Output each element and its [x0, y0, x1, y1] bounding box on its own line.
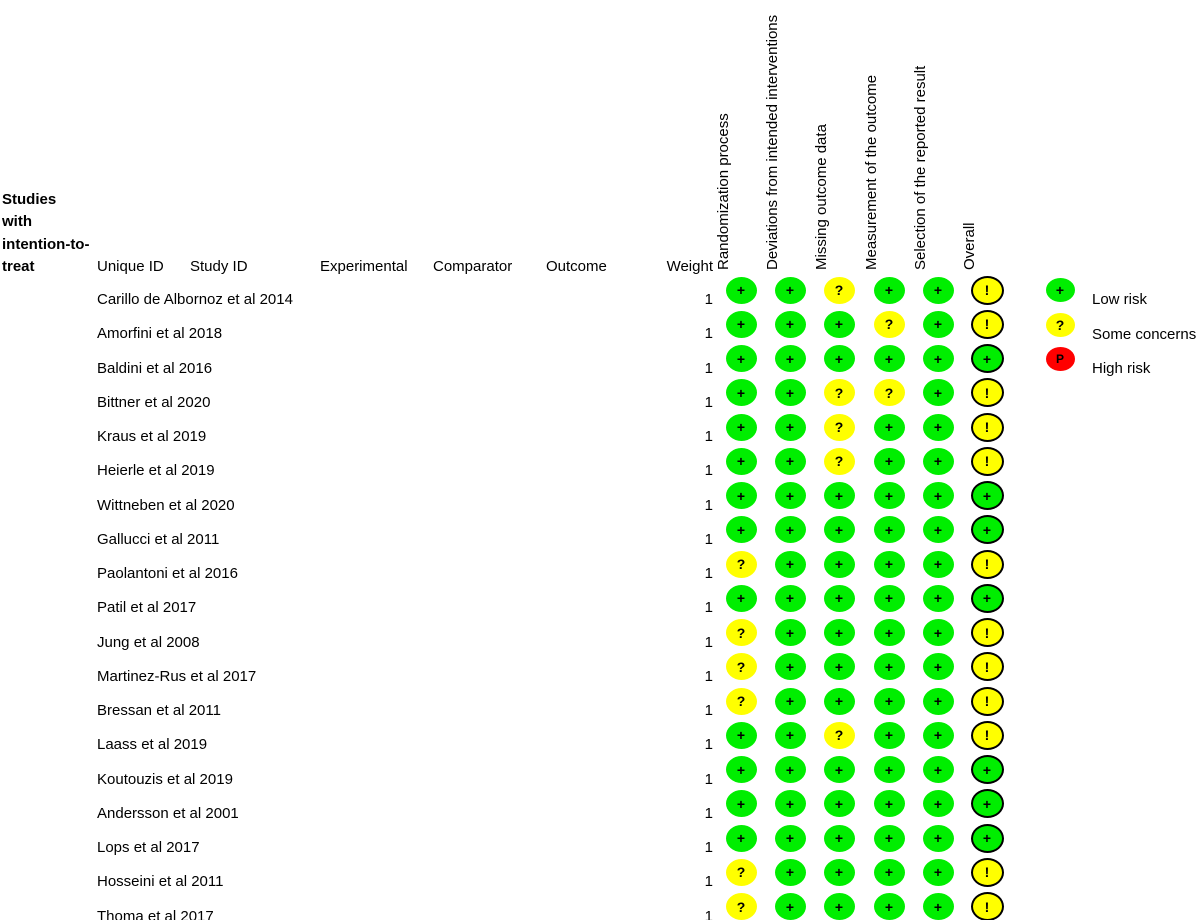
domain-judgment-dot: +: [874, 551, 905, 578]
overall-judgment-dot: +: [971, 481, 1004, 510]
domain-judgment-dot: +: [923, 448, 954, 475]
domain-header: Randomization process: [715, 113, 732, 270]
domain-judgment-dot: +: [874, 277, 905, 304]
overall-judgment-dot: +: [971, 824, 1004, 853]
domain-judgment-dot: +: [923, 825, 954, 852]
domain-judgment-dot: +: [923, 516, 954, 543]
overall-judgment-dot: !: [971, 550, 1004, 579]
domain-judgment-dot: +: [923, 345, 954, 372]
study-name: Lops et al 2017: [97, 839, 200, 856]
domain-judgment-dot: +: [824, 516, 855, 543]
overall-judgment-dot: !: [971, 652, 1004, 681]
study-name: Baldini et al 2016: [97, 359, 213, 377]
weight-value: 1: [704, 359, 713, 377]
domain-judgment-dot: +: [874, 653, 905, 680]
study-name: Laass et al 2019: [97, 736, 208, 754]
study-name: Martinez-Rus et al 2017: [97, 667, 257, 685]
domain-judgment-dot: +: [775, 619, 806, 646]
domain-header: Overall: [961, 222, 978, 270]
study-name: Jung et al 2008: [97, 633, 200, 651]
overall-judgment-dot: !: [971, 276, 1004, 305]
domain-judgment-dot: +: [923, 379, 954, 406]
domain-judgment-dot: ?: [726, 653, 757, 680]
domain-judgment-dot: +: [874, 619, 905, 646]
weight-value: 1: [704, 907, 713, 920]
study-name: Andersson et al 2001: [97, 804, 239, 822]
weight-value: 1: [704, 462, 713, 480]
column-header-study-id: Study ID: [190, 258, 248, 275]
column-header-outcome: Outcome: [546, 258, 607, 275]
domain-judgment-dot: +: [775, 448, 806, 475]
domain-judgment-dot: +: [824, 825, 855, 852]
study-name: Patil et al 2017: [97, 599, 197, 617]
domain-judgment-dot: +: [824, 756, 855, 783]
domain-header: Missing outcome data: [813, 124, 830, 270]
domain-judgment-dot: +: [824, 790, 855, 817]
overall-judgment-dot: +: [971, 584, 1004, 613]
domain-judgment-dot: +: [874, 756, 905, 783]
domain-judgment-dot: +: [923, 619, 954, 646]
weight-value: 1: [704, 873, 713, 891]
column-header-weight: Weight: [666, 258, 713, 275]
weight-value: 1: [704, 496, 713, 514]
column-header-experimental: Experimental: [320, 258, 408, 275]
domain-judgment-dot: +: [824, 311, 855, 338]
weight-value: 1: [704, 736, 713, 754]
overall-judgment-dot: !: [971, 310, 1004, 339]
overall-judgment-dot: !: [971, 858, 1004, 887]
study-name: Gallucci et al 2011: [97, 530, 220, 548]
study-name: Amorfini et al 2018: [97, 325, 223, 343]
domain-judgment-dot: +: [923, 585, 954, 612]
domain-judgment-dot: +: [726, 311, 757, 338]
domain-judgment-dot: +: [824, 688, 855, 715]
overall-judgment-dot: +: [971, 789, 1004, 818]
domain-judgment-dot: +: [824, 482, 855, 509]
domain-judgment-dot: +: [726, 448, 757, 475]
domain-judgment-dot: ?: [824, 414, 855, 441]
domain-judgment-dot: +: [726, 277, 757, 304]
domain-judgment-dot: +: [923, 653, 954, 680]
overall-judgment-dot: !: [971, 413, 1004, 442]
domain-judgment-dot: +: [726, 345, 757, 372]
weight-value: 1: [704, 530, 713, 548]
overall-judgment-dot: !: [971, 447, 1004, 476]
domain-judgment-dot: +: [775, 482, 806, 509]
domain-judgment-dot: +: [726, 722, 757, 749]
legend-dot: ?: [1046, 313, 1075, 337]
domain-judgment-dot: +: [874, 585, 905, 612]
domain-judgment-dot: +: [775, 277, 806, 304]
overall-judgment-dot: +: [971, 515, 1004, 544]
column-header-comparator: Comparator: [433, 258, 513, 275]
figure-title-line: treat: [2, 257, 35, 275]
domain-judgment-dot: +: [775, 688, 806, 715]
domain-judgment-dot: +: [775, 756, 806, 783]
domain-judgment-dot: +: [874, 722, 905, 749]
weight-value: 1: [704, 291, 713, 308]
domain-judgment-dot: ?: [726, 619, 757, 646]
weight-value: 1: [704, 633, 713, 651]
domain-judgment-dot: +: [726, 516, 757, 543]
weight-value: 1: [704, 325, 713, 343]
domain-judgment-dot: +: [923, 277, 954, 304]
domain-judgment-dot: +: [775, 551, 806, 578]
domain-judgment-dot: +: [874, 825, 905, 852]
overall-judgment-dot: +: [971, 755, 1004, 784]
domain-judgment-dot: ?: [874, 379, 905, 406]
domain-judgment-dot: ?: [824, 722, 855, 749]
domain-judgment-dot: +: [923, 790, 954, 817]
overall-judgment-dot: !: [971, 721, 1004, 750]
figure-title-line: Studies: [2, 191, 57, 208]
domain-judgment-dot: +: [923, 688, 954, 715]
domain-judgment-dot: +: [726, 585, 757, 612]
domain-judgment-dot: +: [726, 414, 757, 441]
study-name: Carillo de Albornoz et al 2014: [97, 291, 293, 308]
domain-judgment-dot: +: [923, 893, 954, 920]
study-name: Koutouzis et al 2019: [97, 770, 233, 788]
study-name: Wittneben et al 2020: [97, 496, 235, 514]
domain-judgment-dot: +: [775, 722, 806, 749]
domain-judgment-dot: +: [824, 345, 855, 372]
study-name: Thoma et al 2017: [97, 907, 214, 920]
legend-dot: P: [1046, 347, 1075, 371]
weight-value: 1: [704, 702, 713, 719]
domain-judgment-dot: +: [726, 482, 757, 509]
domain-judgment-dot: +: [923, 311, 954, 338]
figure-title-line: with: [2, 213, 32, 231]
overall-judgment-dot: !: [971, 892, 1004, 920]
domain-header: Deviations from intended interventions: [764, 14, 781, 270]
domain-judgment-dot: +: [874, 482, 905, 509]
column-header-unique-id: Unique ID: [97, 258, 164, 275]
legend-label: Low risk: [1092, 291, 1148, 308]
study-name: Kraus et al 2019: [97, 428, 207, 445]
study-name: Paolantoni et al 2016: [97, 565, 238, 582]
weight-value: 1: [704, 393, 713, 411]
domain-judgment-dot: +: [923, 482, 954, 509]
weight-value: 1: [704, 599, 713, 617]
domain-judgment-dot: ?: [726, 893, 757, 920]
domain-judgment-dot: +: [775, 653, 806, 680]
figure-title-line: intention-to-: [2, 235, 90, 253]
domain-judgment-dot: +: [923, 756, 954, 783]
domain-judgment-dot: +: [874, 688, 905, 715]
domain-judgment-dot: +: [874, 516, 905, 543]
domain-judgment-dot: +: [775, 893, 806, 920]
domain-judgment-dot: +: [775, 585, 806, 612]
domain-judgment-dot: ?: [824, 379, 855, 406]
study-name: Hosseini et al 2011: [97, 873, 224, 891]
domain-judgment-dot: +: [874, 448, 905, 475]
domain-header: Measurement of the outcome: [863, 74, 880, 270]
domain-judgment-dot: +: [775, 379, 806, 406]
domain-judgment-dot: +: [923, 859, 954, 886]
domain-judgment-dot: +: [874, 790, 905, 817]
domain-judgment-dot: +: [726, 756, 757, 783]
domain-judgment-dot: +: [775, 790, 806, 817]
domain-judgment-dot: +: [923, 551, 954, 578]
domain-judgment-dot: ?: [824, 448, 855, 475]
domain-judgment-dot: +: [775, 859, 806, 886]
domain-judgment-dot: ?: [726, 551, 757, 578]
domain-judgment-dot: +: [874, 345, 905, 372]
domain-judgment-dot: +: [726, 825, 757, 852]
domain-judgment-dot: +: [775, 345, 806, 372]
domain-judgment-dot: +: [824, 619, 855, 646]
overall-judgment-dot: !: [971, 687, 1004, 716]
domain-judgment-dot: +: [824, 859, 855, 886]
weight-value: 1: [704, 770, 713, 788]
study-name: Bressan et al 2011: [97, 702, 221, 719]
domain-judgment-dot: +: [775, 825, 806, 852]
domain-judgment-dot: +: [775, 311, 806, 338]
domain-judgment-dot: +: [874, 859, 905, 886]
domain-judgment-dot: +: [874, 414, 905, 441]
domain-judgment-dot: +: [824, 653, 855, 680]
domain-judgment-dot: +: [775, 516, 806, 543]
study-name: Bittner et al 2020: [97, 393, 211, 411]
weight-value: 1: [704, 667, 713, 685]
legend-label: High risk: [1092, 360, 1151, 377]
domain-judgment-dot: ?: [824, 277, 855, 304]
domain-judgment-dot: +: [775, 414, 806, 441]
domain-judgment-dot: +: [923, 414, 954, 441]
domain-judgment-dot: +: [824, 585, 855, 612]
domain-judgment-dot: +: [824, 893, 855, 920]
weight-value: 1: [704, 804, 713, 822]
domain-judgment-dot: +: [874, 893, 905, 920]
overall-judgment-dot: +: [971, 344, 1004, 373]
weight-value: 1: [704, 565, 713, 582]
domain-judgment-dot: ?: [874, 311, 905, 338]
legend-dot: +: [1046, 278, 1075, 302]
weight-value: 1: [704, 839, 713, 856]
domain-judgment-dot: +: [824, 551, 855, 578]
legend-label: Some concerns: [1092, 325, 1197, 343]
study-name: Heierle et al 2019: [97, 462, 215, 480]
overall-judgment-dot: !: [971, 378, 1004, 407]
weight-value: 1: [704, 428, 713, 445]
domain-judgment-dot: +: [726, 379, 757, 406]
domain-judgment-dot: +: [923, 722, 954, 749]
domain-header: Selection of the reported result: [912, 65, 929, 270]
domain-judgment-dot: ?: [726, 688, 757, 715]
domain-judgment-dot: +: [726, 790, 757, 817]
domain-judgment-dot: ?: [726, 859, 757, 886]
overall-judgment-dot: !: [971, 618, 1004, 647]
